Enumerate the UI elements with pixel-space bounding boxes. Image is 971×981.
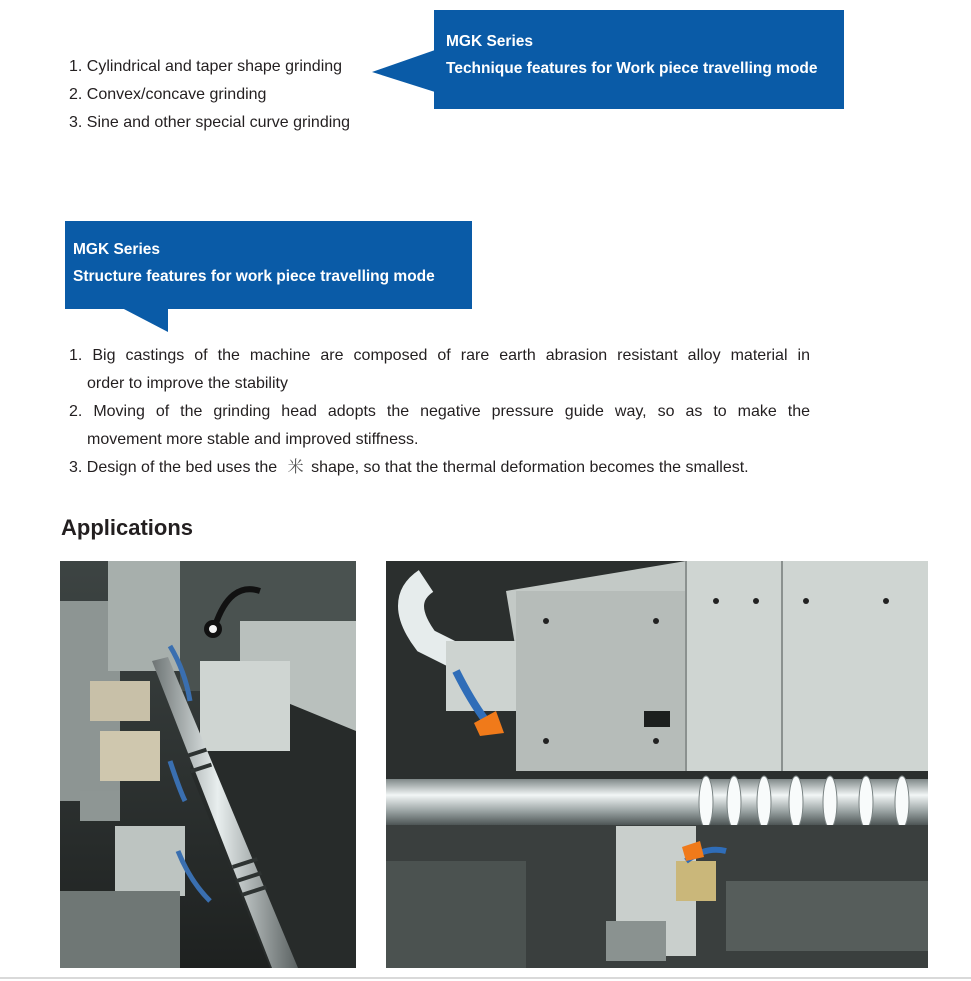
structure-title: Structure features for work piece travelling mode	[73, 268, 435, 285]
technique-item-1: 1. Cylindrical and taper shape grinding	[69, 58, 343, 75]
structure-item-2-line2: movement more stable and improved stiffness.	[87, 431, 419, 448]
technique-series-label: MGK Series	[446, 33, 534, 50]
structure-callout	[65, 221, 472, 309]
structure-callout-pointer	[120, 307, 170, 333]
technique-title: Technique features for Work piece travelling mode	[446, 60, 818, 77]
technique-callout	[434, 10, 844, 109]
structure-item-2-line1: 2. Moving of the grinding head adopts the negative pressure guide way, so as to make the	[69, 403, 810, 420]
technique-item-2: 2. Convex/concave grinding	[69, 86, 267, 103]
grinding-machine-photo-right	[386, 561, 928, 968]
structure-item-3	[69, 457, 749, 478]
structure-item-3-text-start: 3. Design of the bed uses the	[69, 459, 278, 476]
application-photo-2	[386, 561, 928, 968]
mi-shape-glyph: 米	[287, 457, 304, 476]
page-bottom-rule	[0, 977, 971, 979]
technique-callout-pointer	[372, 50, 436, 92]
structure-item-1-line1: 1. Big castings of the machine are composed of rare earth abrasion resistant alloy material in	[69, 347, 810, 364]
applications-heading: Applications	[61, 515, 194, 540]
technique-item-3: 3. Sine and other special curve grinding	[69, 114, 351, 131]
structure-item-1-line2: order to improve the stability	[87, 375, 288, 392]
structure-item-3-text-end: shape, so that the thermal deformation becomes the smallest.	[311, 459, 749, 476]
grinding-machine-photo-left	[60, 561, 356, 968]
structure-series-label: MGK Series	[73, 241, 161, 258]
application-photo-1	[60, 561, 356, 968]
